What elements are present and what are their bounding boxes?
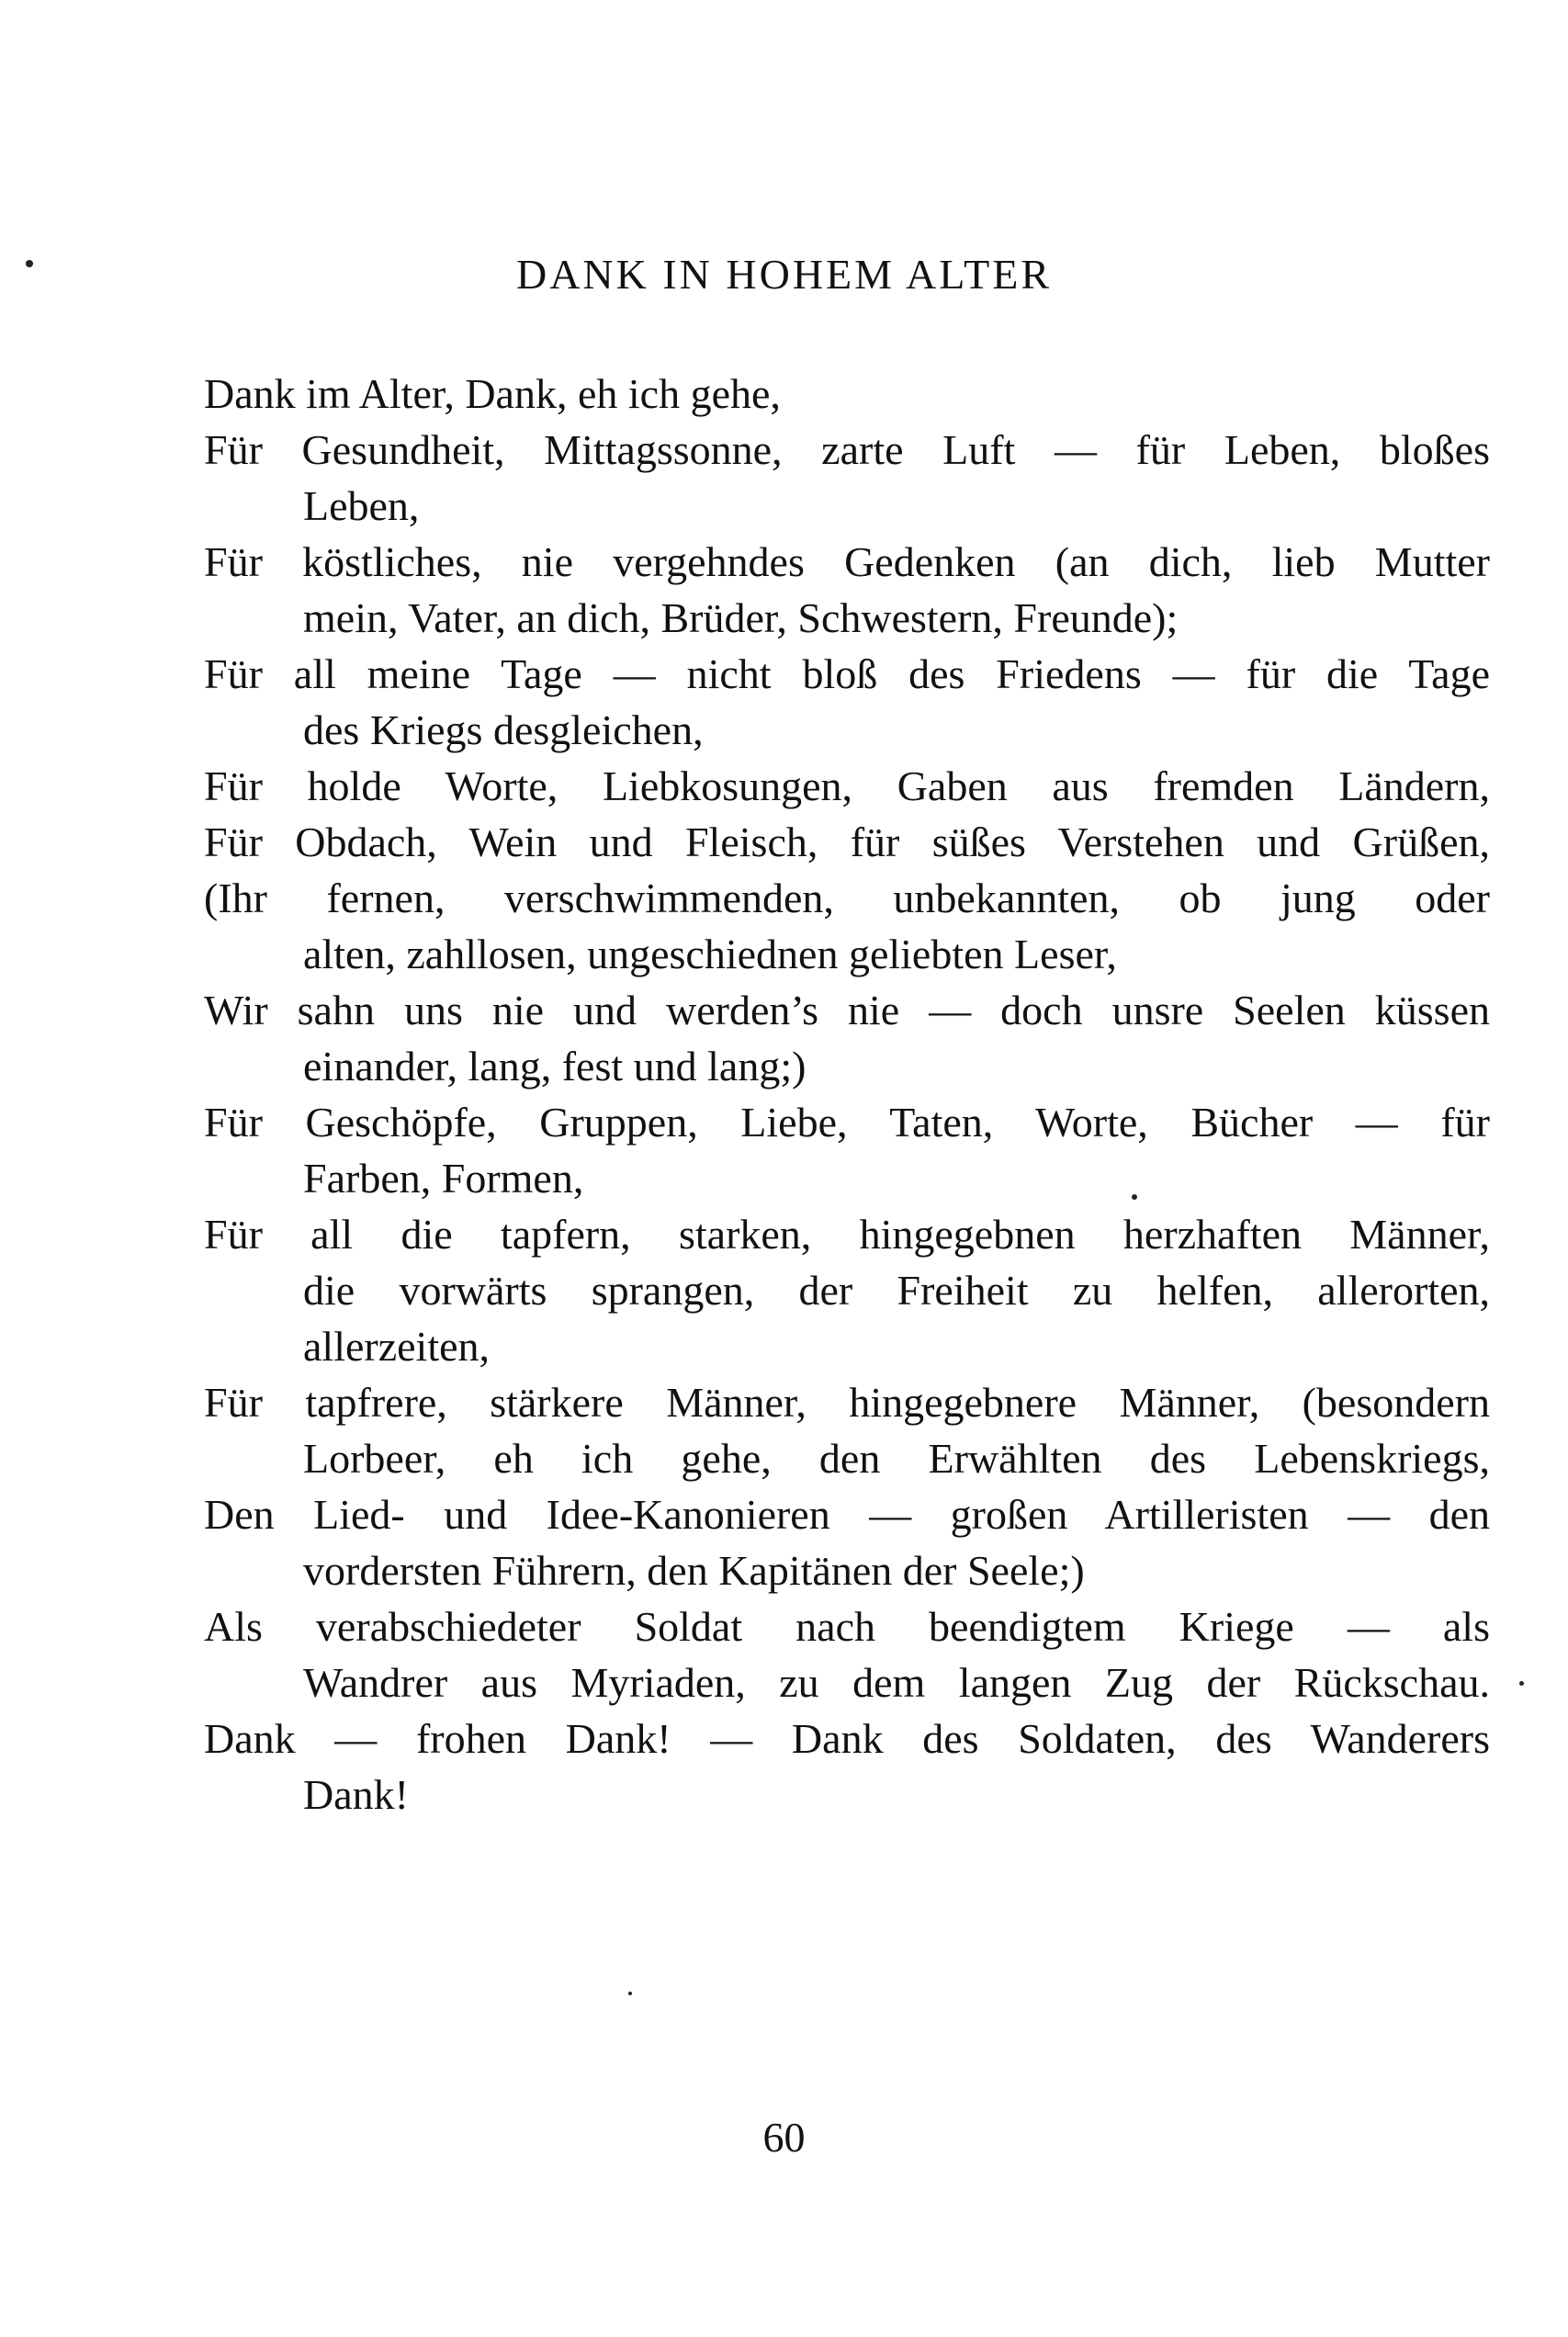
poem-title: DANK IN HOHEM ALTER <box>515 251 1052 298</box>
verse-line-continuation: des Kriegs desgleichen, <box>303 706 704 753</box>
verse <box>204 534 1490 646</box>
verse <box>204 758 1490 814</box>
verse-line: Für Obdach, Wein und Fleisch, für süßes Verstehen und Grüßen, <box>204 819 1490 865</box>
verse-line-continuation: die vorwärts sprangen, der Freiheit zu helfen, allerorten, <box>303 1267 1490 1314</box>
verse <box>204 870 1490 982</box>
verse-line: Wir sahn uns nie und werden’s nie — doch unsre Seelen küssen <box>204 987 1490 1033</box>
verse-line: Dank im Alter, Dank, eh ich gehe, <box>204 370 781 417</box>
verse-line: Für all die tapfern, starken, hingegebnen herzhaften Männer, <box>204 1211 1490 1258</box>
verse <box>204 1710 1490 1823</box>
verse-line-continuation: allerzeiten, <box>303 1323 491 1370</box>
verse <box>204 814 1490 870</box>
verse <box>204 1206 1490 1374</box>
verse-line: Für Geschöpfe, Gruppen, Liebe, Taten, Worte, Bücher — für <box>204 1099 1490 1146</box>
verse-line-continuation: Lorbeer, eh ich gehe, den Erwählten des Lebenskriegs, <box>303 1435 1490 1482</box>
print-speck <box>1132 1194 1137 1200</box>
verse-line: Den Lied- und Idee-Kanonieren — großen Artilleristen — den <box>204 1491 1490 1538</box>
verse-line-continuation: alten, zahllosen, ungeschiednen geliebten Leser, <box>303 931 1117 977</box>
poem-body <box>204 366 1490 1823</box>
verse <box>204 1598 1490 1710</box>
print-speck <box>628 1992 632 1995</box>
verse-line: Als verabschiedeter Soldat nach beendigtem Kriege — als <box>204 1603 1490 1650</box>
verse-line-continuation: einander, lang, fest und lang;) <box>303 1043 807 1089</box>
verse <box>204 366 1490 422</box>
verse-line-continuation: Dank! <box>303 1771 409 1818</box>
verse <box>204 1374 1490 1486</box>
verse <box>204 646 1490 758</box>
verse-line: Für tapfrere, stärkere Männer, hingegebnere Männer, (besondern <box>204 1379 1490 1426</box>
verse-line: Für holde Worte, Liebkosungen, Gaben aus fremden Ländern, <box>204 762 1490 809</box>
verse-line: Für all meine Tage — nicht bloß des Friedens — für die Tage <box>204 650 1490 697</box>
print-speck <box>26 260 33 267</box>
verse <box>204 982 1490 1094</box>
verse-line: (Ihr fernen, verschwimmenden, unbekannten, ob jung oder <box>204 875 1490 921</box>
verse-line-continuation: Wandrer aus Myriaden, zu dem langen Zug der Rückschau. <box>303 1659 1490 1706</box>
verse <box>204 1094 1490 1206</box>
verse-line: Dank — frohen Dank! — Dank des Soldaten, des Wanderers <box>204 1715 1490 1762</box>
verse <box>204 1486 1490 1598</box>
print-speck <box>1519 1681 1524 1686</box>
verse-line: Für köstliches, nie vergehndes Gedenken (an dich, lieb Mutter <box>204 538 1490 585</box>
verse-line: Für Gesundheit, Mittagssonne, zarte Luft — für Leben, bloßes <box>204 426 1490 473</box>
page-number: 60 <box>762 2114 806 2161</box>
verse-line-continuation: vordersten Führern, den Kapitänen der Seele;) <box>303 1547 1085 1594</box>
verse-line-continuation: Farben, Formen, <box>303 1155 584 1202</box>
verse-line-continuation: Leben, <box>303 482 420 529</box>
verse-line-continuation: mein, Vater, an dich, Brüder, Schwestern, Freunde); <box>303 594 1179 641</box>
verse <box>204 422 1490 534</box>
